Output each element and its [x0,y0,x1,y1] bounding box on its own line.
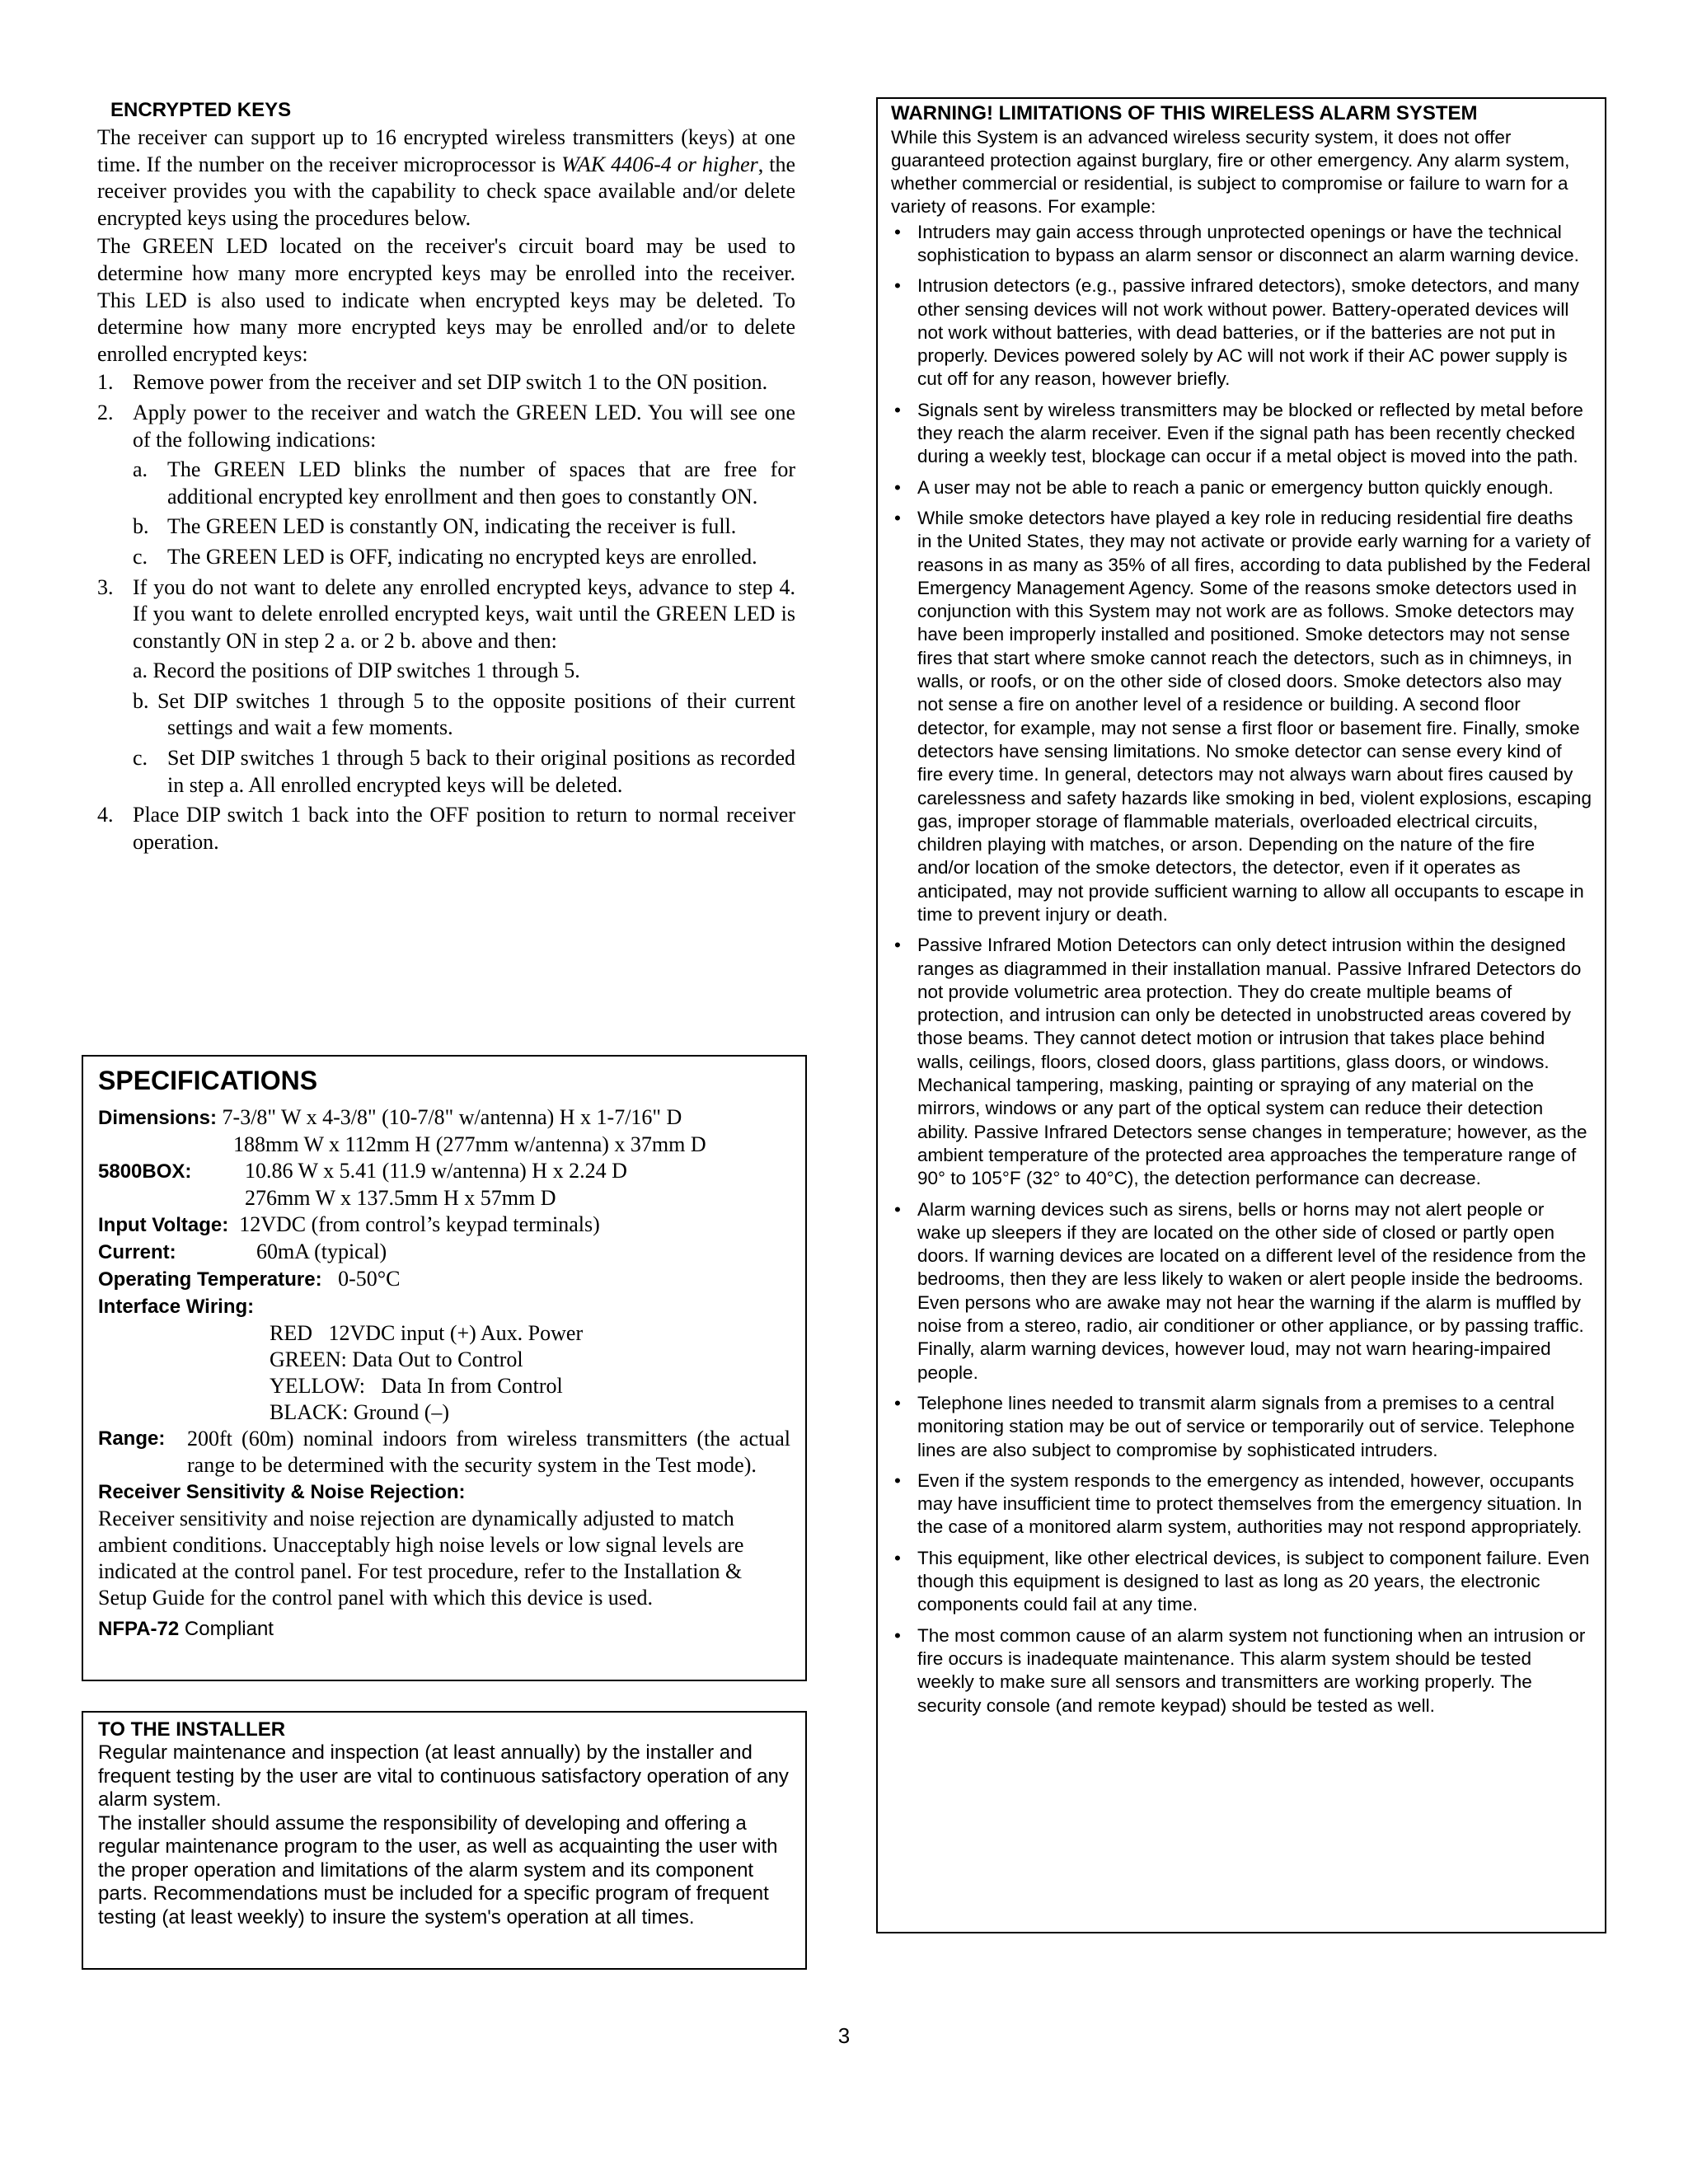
bullet-icon: • [894,1624,901,1646]
microprocessor-version: WAK 4406-4 or higher [561,152,758,176]
step-3-option-c: c. Set DIP switches 1 through 5 back to their original positions as recorded in step a. All enrolled encrypted keys will be deleted. [133,746,795,797]
step-3-option-a: a. Record the positions of DIP switches 1 through 5. [133,658,580,683]
bullet-icon: • [894,1392,901,1413]
bullet-icon: • [894,275,901,297]
step-4: 4. Place DIP switch 1 back into the OFF position to return to normal receiver operation. [97,803,795,854]
warning-bullet: • Even if the system responds to the emergency as intended, however, occupants may have insufficient time to protect themselves from the emergency situation. In the case of a monitored alarm system, authorities may not respond appropriately. [894,1469,1582,1538]
bullet-icon: • [894,1547,901,1568]
operating-temperature-row: Operating Temperature: 0-50°C [98,1267,401,1291]
installer-box [82,1711,807,1970]
warning-bullet: • Passive Infrared Motion Detectors can only detect intrusion within the designed ranges as diagrammed in their installation manual. Passive Infrared Detectors do not provide volumetric area protection. They do create multiple beams of protection, and intrusion can only be detected in unobstructed areas covered by those beams. They cannot detect motion or intrusion that takes place behind walls, ceilings, floors, closed doors, glass partitions, glass doors, or windows. Mechanical tampering, masking, painting or spraying of any material on the mirrors, windows or any part of the optical system can reduce their detection ability. Passive Infrared Detectors sense changes in temperature; however, as the ambient temperature of the protected area approaches the temperature range of 90° to 105°F (32° to 40°C), the detection performance can decrease. [894,935,1587,1189]
warning-intro: While this System is an advanced wireless security system, it does not offer guaranteed protection against burglary, fire or other emergency. Any alarm system, whether commercial or residential, is subject to compromise or failure to warn for a variety of reasons. For example: [891,126,1570,218]
warning-bullet: • This equipment, like other electrical devices, is subject to component failure. Even though this equipment is designed to last as long as 20 years, the electronic components could fail at any time. [894,1547,1590,1615]
dimensions-row: Dimensions: 7-3/8" W x 4-3/8" (10-7/8" w/antenna) H x 1-7/16" D [98,1105,682,1129]
box-metric: 276mm W x 137.5mm H x 57mm D [245,1186,556,1210]
installer-heading: TO THE INSTALLER [98,1718,286,1741]
bullet-icon: • [894,507,901,528]
step-2-option-b: b. The GREEN LED is constantly ON, indicating the receiver is full. [133,514,737,539]
step-2-option-a: a. The GREEN LED blinks the number of spaces that are free for additional encrypted key enrollment and then goes to constantly ON. [133,457,795,509]
encrypted-keys-section [97,97,795,859]
installer-para-1: Regular maintenance and inspection (at least annually) by the installer and frequent testing by the user are vital to continuous satisfactory operation of any alarm system. [98,1741,789,1811]
bullet-icon: • [894,1198,901,1220]
warning-bullet: • Alarm warning devices such as sirens, bells or horns may not alert people or wake up sleepers if they are located on the other side of closed or partly open doors. If warning devices are located on a different level of the residence from the bedrooms, then they are less likely to waken or alert people inside the bedrooms. Even persons who are awake may not hear the warning if the alarm is muffled by noise from a stereo, radio, air conditioner or other appliance, or by passing traffic. Finally, alarm warning devices, however loud, may not warn hearing-impaired people. [894,1198,1587,1383]
bullet-icon: • [894,1469,901,1491]
warning-box [876,97,1606,1933]
warning-bullet: • Intruders may gain access through unprotected openings or have the technical sophistication to bypass an alarm sensor or disconnect an alarm warning device. [894,221,1579,265]
encrypted-keys-heading: ENCRYPTED KEYS [110,99,292,121]
encrypted-keys-intro: The receiver can support up to 16 encrypted wireless transmitters (keys) at one time. If the number on the receiver microprocessor is WAK 4406-4 or higher, the receiver provides you with the capability to check space available and/or delete encrypted keys using the procedures below. [97,125,795,230]
step-2: 2. Apply power to the receiver and watch the GREEN LED. You will see one of the following indications: [97,400,795,452]
sensitivity-heading: Receiver Sensitivity & Noise Rejection: [98,1481,466,1503]
step-2-option-c: c. The GREEN LED is OFF, indicating no encrypted keys are enrolled. [133,544,757,569]
bullet-icon: • [894,935,901,956]
bullet-icon: • [894,399,901,420]
step-3: 3. If you do not want to delete any enrolled encrypted keys, advance to step 4. If you want to delete enrolled encrypted keys, wait until the GREEN LED is constantly ON in step 2 a. or 2 b. above and then: [97,574,795,653]
step-3-option-b: b. Set DIP switches 1 through 5 to the opposite positions of their current settings and wait a few moments. [133,688,796,740]
wiring-red: RED 12VDC input (+) Aux. Power [270,1321,584,1345]
warning-heading: WARNING! LIMITATIONS OF THIS WIRELESS ALARM SYSTEM [891,102,1478,124]
warning-bullet: • Intrusion detectors (e.g., passive infrared detectors), smoke detectors, and many other sensing devices will not work without power. Battery-operated devices will not work without batteries, with dead batteries, or if the batteries are not put in properly. Devices powered solely by AC will not work if their AC power supply is cut off for any reason, however briefly. [894,275,1579,390]
sensitivity-text: Receiver sensitivity and noise rejection are dynamically adjusted to match ambient conditions. Unacceptably high noise levels or low signal levels are indicated at the control panel. For test procedure, refer to the Installation & Setup Guide for the control panel with which this device is used. [98,1507,744,1610]
wiring-black: BLACK: Ground (–) [270,1400,450,1424]
warning-bullet: • Signals sent by wireless transmitters may be blocked or reflected by metal before they reach the alarm receiver. Even if the signal path has been recently checked during a weekly test, blockage can occur if a metal object is moved into the path. [894,399,1583,467]
warning-bullet: • Telephone lines needed to transmit alarm signals from a premises to a central monitoring station may be out of service or temporarily out of service. Telephone lines are also subject to compromise by sophisticated intruders. [894,1392,1575,1460]
green-led-paragraph: The GREEN LED located on the receiver's circuit board may be used to determine how many more encrypted keys may be enrolled into the receiver. This LED is also used to indicate when encrypted keys may be deleted. To determine how many more encrypted keys may be enrolled and/or to delete enrolled encrypted keys: [97,234,795,366]
page-number: 3 [837,2023,851,2048]
step-1: 1. Remove power from the receiver and set DIP switch 1 to the ON position. [97,370,768,395]
current-row: Current: 60mA (typical) [98,1240,387,1263]
warning-bullet: • A user may not be able to reach a panic or emergency button quickly enough. [891,476,1592,499]
specifications-box [82,1055,807,1681]
wiring-green: GREEN: Data Out to Control [270,1347,523,1371]
interface-wiring-row: Interface Wiring: [98,1296,255,1318]
range-row: Range: 200ft (60m) nominal indoors from wireless transmitters (the actual range to be determined with the security system in the Test mode). [98,1427,790,1477]
dimensions-metric: 188mm W x 112mm H (277mm w/antenna) x 37mm D [233,1132,706,1156]
wiring-yellow: YELLOW: Data In from Control [270,1374,563,1398]
input-voltage-row: Input Voltage: 12VDC (from control’s keypad terminals) [98,1212,600,1236]
nfpa-compliance: NFPA-72 Compliant [98,1618,274,1640]
warning-bullet: • The most common cause of an alarm system not functioning when an intrusion or fire occurs is inadequate maintenance. This alarm system should be tested weekly to make sure all sensors and transmitters are working properly. The security console (and remote keypad) should be tested as well. [894,1624,1586,1716]
bullet-icon: • [894,476,901,498]
bullet-icon: • [894,221,901,242]
warning-bullet: • While smoke detectors have played a key role in reducing residential fire deaths in the United States, they may not activate or provide early warning for a variety of reasons in as many as 35% of all fires, according to data published by the Federal Emergency Management Agency. Some of the reasons smoke detectors used in conjunction with this System may not work are as follows. Smoke detectors may have been improperly installed and positioned. Smoke detectors may not sense fires that start where smoke cannot reach the detectors, such as in chimneys, in walls, or roofs, or on the other side of closed doors. Smoke detectors also may not sense a fire on another level of a residence or building. A second floor detector, for example, may not sense a first floor or basement fire. Finally, smoke detectors have sensing limitations. No smoke detector can sense every kind of fire every time. In general, detectors may not always warn about fires caused by carelessness and safety hazards like smoking in bed, violent explosions, escaping gas, improper storage of flammable materials, overloaded electrical circuits, children playing with matches, or arson. Depending on the nature of the fire and/or location of the smoke detectors, the detector, even if it operates as anticipated, may not provide sufficient warning to allow all occupants to escape in time to prevent injury or death. [894,507,1592,925]
installer-para-2: The installer should assume the responsibility of developing and offering a regular maintenance program to the user, as well as acquainting the user with the proper operation and limitations of the alarm system and its component parts. Recommendations must be included for a specific program of frequent testing (at least weekly) to insure the system's operation at all times. [98,1811,778,1929]
specifications-title: SPECIFICATIONS [98,1066,318,1095]
box-row: 5800BOX: 10.86 W x 5.41 (11.9 w/antenna) H x 2.24 D [98,1159,627,1183]
